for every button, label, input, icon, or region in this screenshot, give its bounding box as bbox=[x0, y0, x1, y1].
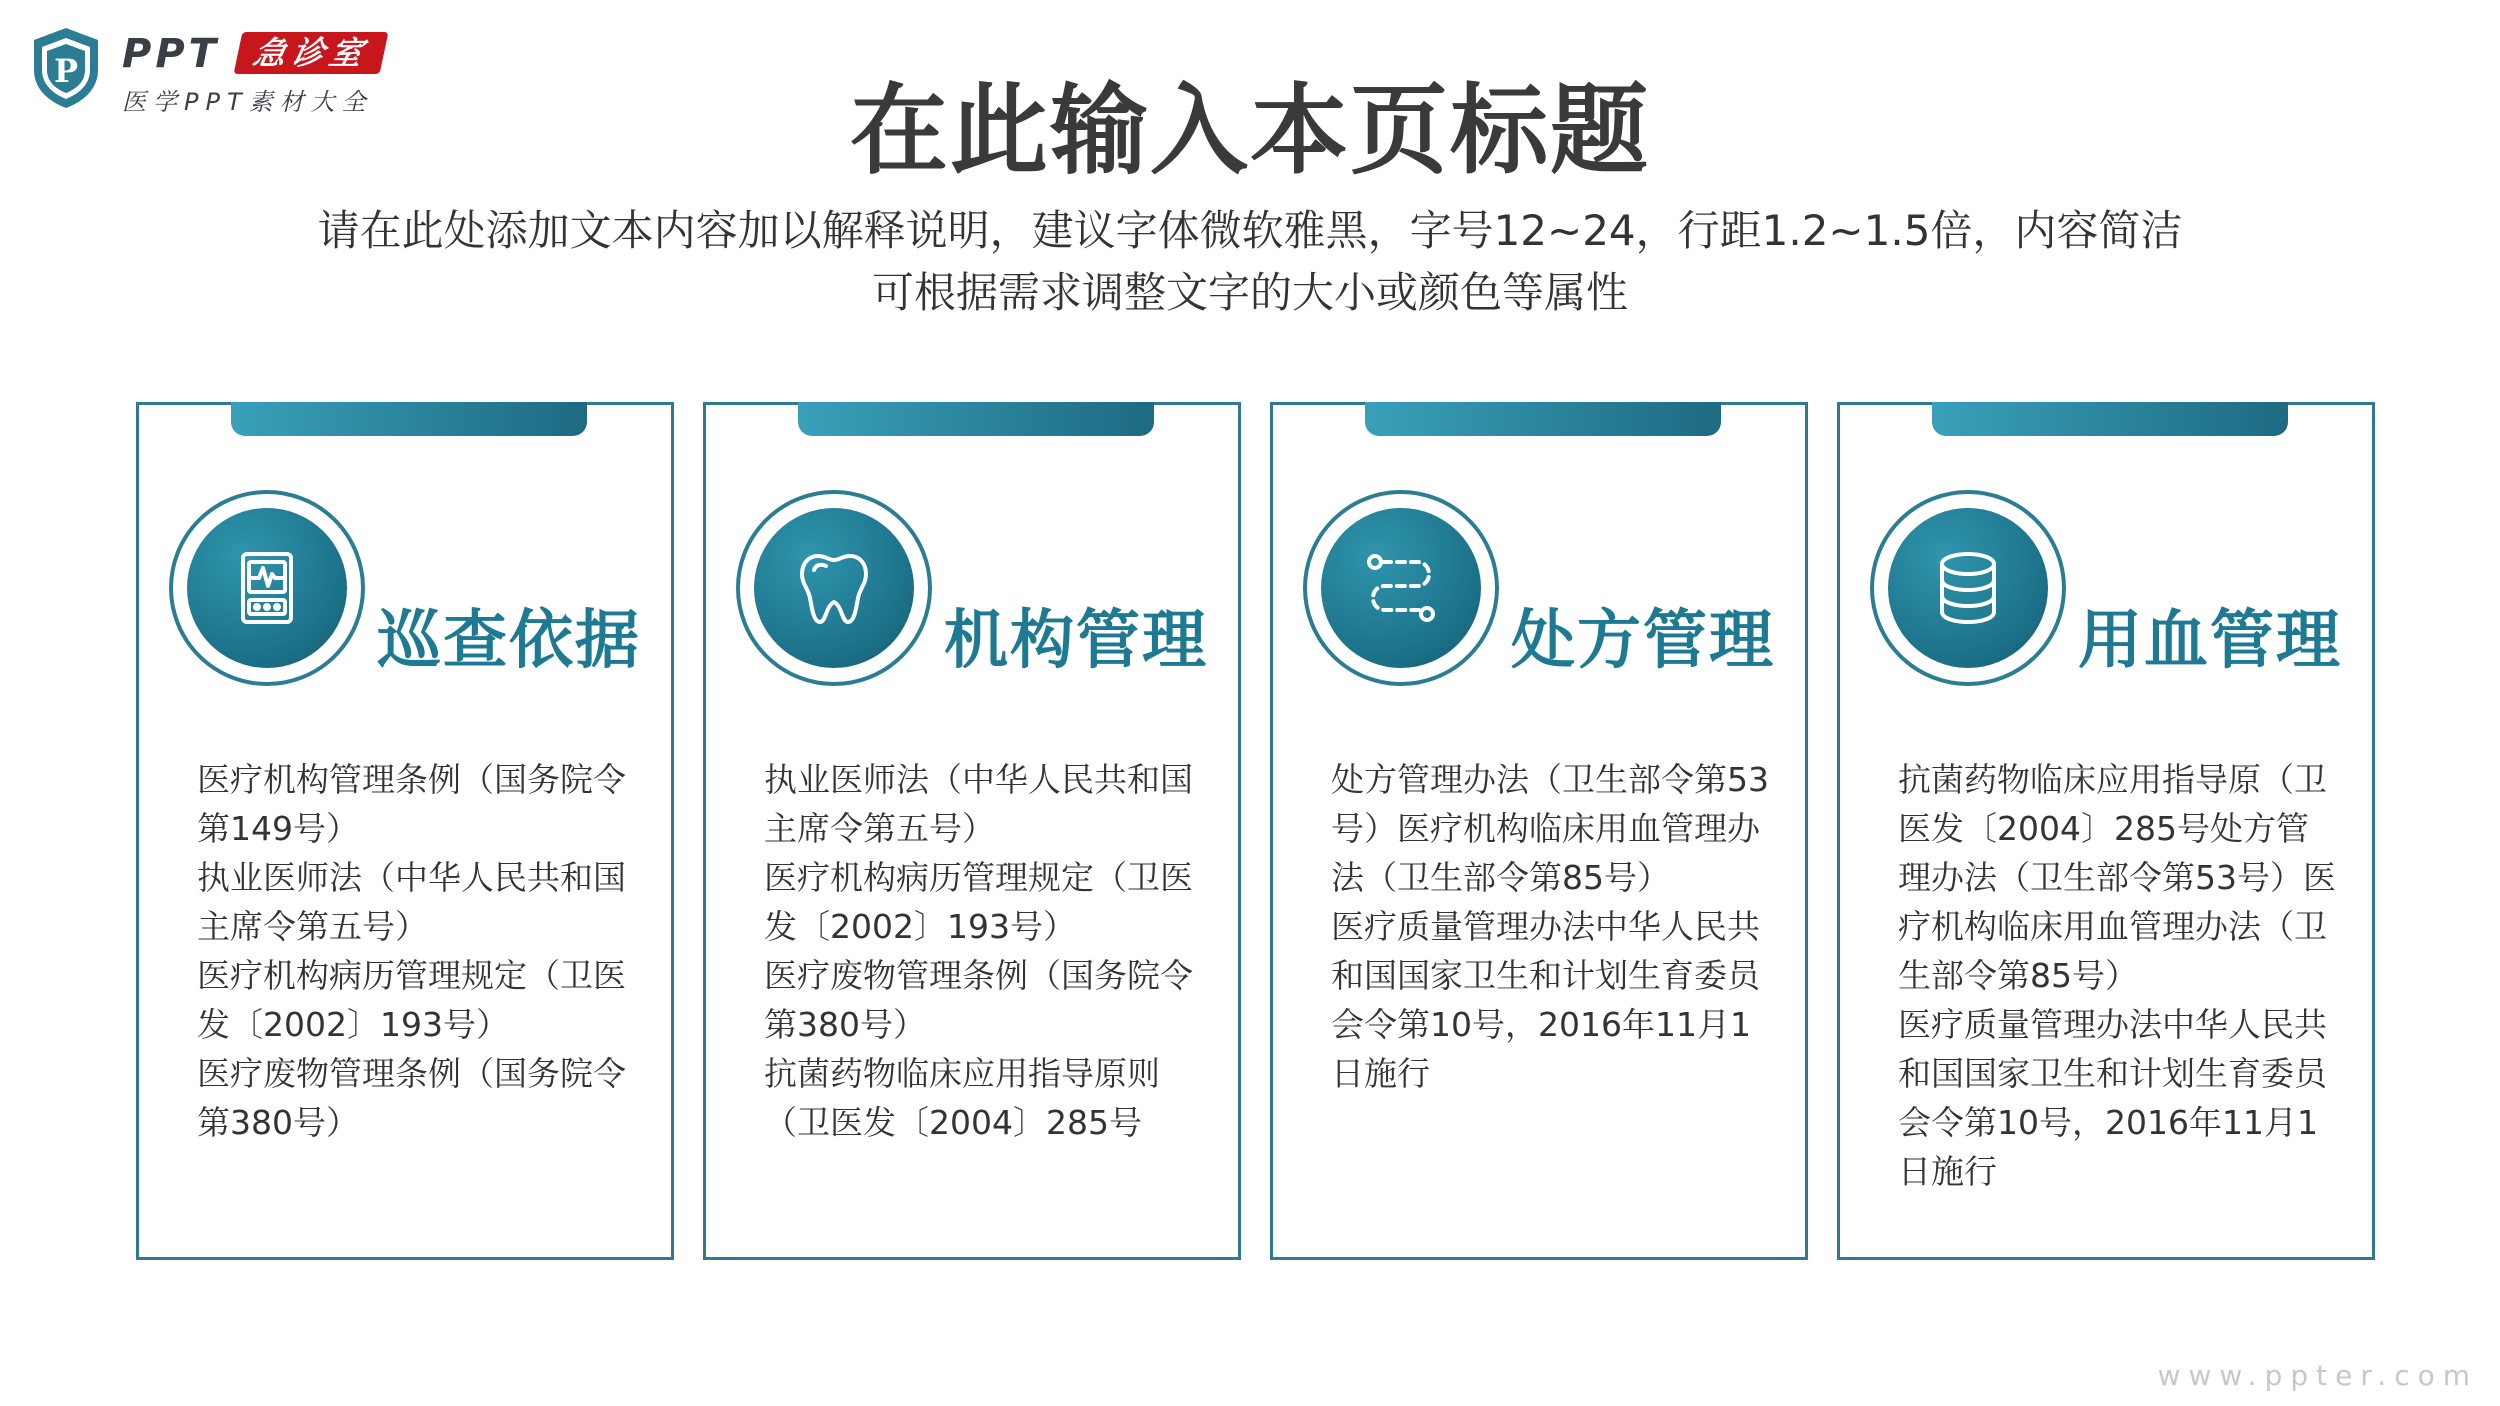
svg-text:P: P bbox=[53, 52, 79, 90]
tooth-icon bbox=[794, 548, 874, 628]
page-title: 在此输入本页标题 bbox=[849, 74, 1650, 188]
card-text-line: 医疗质量管理办法中华人民共和国国家卫生和计划生育委员会令第10号，2016年11月1日施行 bbox=[1898, 1005, 2327, 1191]
card-text-line: 执业医师法（中华人民共和国主席令第五号） bbox=[764, 760, 1193, 848]
card-heading: 处方管理 bbox=[1511, 604, 1775, 678]
card-text-line: 医疗机构管理条例（国务院令第149号） bbox=[197, 760, 626, 848]
card-icon-circle bbox=[187, 508, 347, 668]
card-prescription-management bbox=[1270, 402, 1808, 1260]
card-institution-management bbox=[703, 402, 1241, 1260]
card-body bbox=[1331, 755, 1771, 1098]
page-subtitle bbox=[0, 200, 2500, 324]
card-text-line: 抗菌药物临床应用指导原则（卫医发〔2004〕285号 bbox=[764, 1054, 1160, 1142]
database-icon bbox=[1928, 548, 2008, 628]
card-tab bbox=[1932, 402, 2288, 436]
card-heading: 巡查依据 bbox=[377, 604, 641, 678]
card-text-line: 医疗机构病历管理规定（卫医发〔2002〕193号） bbox=[764, 858, 1193, 946]
card-tab bbox=[798, 402, 1154, 436]
route-icon bbox=[1361, 548, 1441, 628]
card-tab bbox=[1365, 402, 1721, 436]
card-tab bbox=[231, 402, 587, 436]
card-inspection-basis bbox=[136, 402, 674, 1260]
card-icon-circle bbox=[1321, 508, 1481, 668]
card-heading: 机构管理 bbox=[944, 604, 1208, 678]
card-icon-circle bbox=[754, 508, 914, 668]
logo-wordmark: PPT bbox=[122, 31, 220, 77]
card-icon-circle bbox=[1888, 508, 2048, 668]
logo-badge: 急诊室 bbox=[234, 32, 389, 74]
card-body bbox=[197, 755, 637, 1147]
card-icon-ring bbox=[1303, 490, 1499, 686]
subtitle-line-1: 请在此处添加文本内容加以解释说明，建议字体微软雅黑，字号12~24，行距1.2~1.5倍，内容简洁 bbox=[317, 206, 2183, 255]
card-text-line: 抗菌药物临床应用指导原（卫医发〔2004〕285号处方管理办法（卫生部令第53号）医疗机构临床用血管理办法（卫生部令第85号） bbox=[1898, 760, 2336, 995]
subtitle-line-2: 可根据需求调整文字的大小或颜色等属性 bbox=[871, 268, 1628, 317]
card-text-line: 医疗废物管理条例（国务院令第380号） bbox=[197, 1054, 626, 1142]
card-text-line: 处方管理办法（卫生部令第53号）医疗机构临床用血管理办法（卫生部令第85号） bbox=[1331, 760, 1769, 897]
watermark: www.ppter.com bbox=[2157, 1359, 2478, 1392]
card-text-line: 医疗废物管理条例（国务院令第380号） bbox=[764, 956, 1193, 1044]
card-blood-management bbox=[1837, 402, 2375, 1260]
logo-subtitle: 医学PPT素材大全 bbox=[122, 88, 373, 116]
card-body bbox=[1898, 755, 2338, 1196]
ecg-monitor-icon bbox=[227, 548, 307, 628]
card-text-line: 医疗机构病历管理规定（卫医发〔2002〕193号） bbox=[197, 956, 626, 1044]
card-text-line: 医疗质量管理办法中华人民共和国国家卫生和计划生育委员会令第10号，2016年11月1日施行 bbox=[1331, 907, 1760, 1093]
card-icon-ring bbox=[169, 490, 365, 686]
card-body bbox=[764, 755, 1204, 1147]
card-text-line: 执业医师法（中华人民共和国主席令第五号） bbox=[197, 858, 626, 946]
card-icon-ring bbox=[736, 490, 932, 686]
card-heading: 用血管理 bbox=[2078, 604, 2342, 678]
card-icon-ring bbox=[1870, 490, 2066, 686]
